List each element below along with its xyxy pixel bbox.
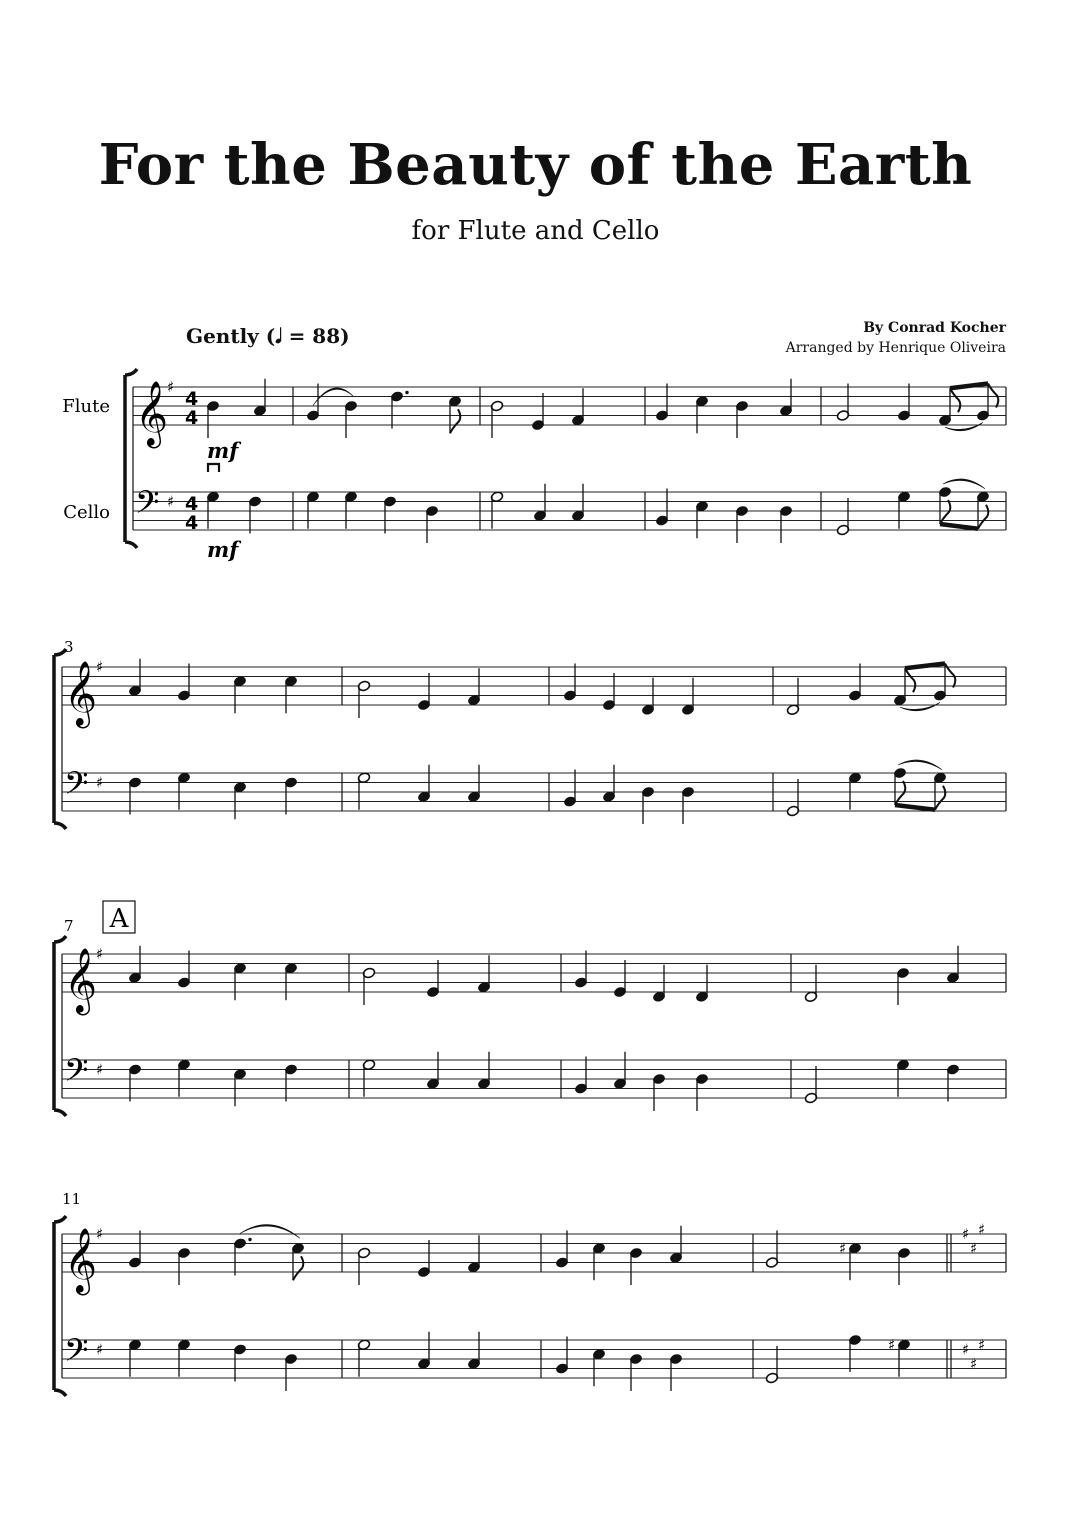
- sharp-icon: ♯: [167, 378, 175, 396]
- instrument-label-cello: Cello: [63, 502, 110, 523]
- sharp-icon: ♯: [978, 1335, 986, 1354]
- sharp-icon: ♯: [96, 945, 104, 963]
- sharp-icon: ♯: [962, 1340, 970, 1359]
- sharp-icon: ♯: [888, 1335, 896, 1354]
- time-signature-top: 4: [185, 388, 199, 410]
- augmentation-dot: [248, 1238, 251, 1241]
- composer: By Conrad Kocher: [863, 320, 1006, 336]
- note-flag: [450, 409, 460, 433]
- notes-layer: [128, 379, 998, 1391]
- measure-number: 11: [62, 1190, 82, 1208]
- bass-clef-icon: 𝄢: [64, 765, 89, 809]
- sharp-icon: ♯: [970, 1239, 978, 1258]
- down-bow-icon: [208, 464, 219, 472]
- bass-clef-icon: 𝄢: [64, 1332, 89, 1376]
- sharp-icon: ♯: [167, 492, 175, 511]
- sharp-icon: ♯: [962, 1225, 970, 1243]
- note-flag: [950, 388, 960, 412]
- subtitle: for Flute and Cello: [411, 216, 660, 246]
- note-beam: [905, 664, 945, 669]
- slur: [240, 1225, 300, 1239]
- time-signature-bottom: 4: [185, 407, 199, 429]
- sharp-icon: ♯: [839, 1239, 847, 1258]
- tempo-text: Gently (: [186, 324, 276, 348]
- sharp-icon: ♯: [978, 1220, 986, 1239]
- treble-clef-icon: 𝄞: [64, 661, 98, 726]
- treble-clef-icon: 𝄞: [64, 1228, 98, 1293]
- quarter-note-icon: 𝅘𝅥: [275, 324, 282, 348]
- treble-clef-icon: 𝄞: [64, 948, 98, 1013]
- note-flag: [935, 786, 945, 810]
- sharp-icon: ♯: [96, 773, 104, 792]
- sharp-icon: ♯: [96, 658, 104, 676]
- page-title: For the Beauty of the Earth: [98, 132, 973, 198]
- slur: [900, 703, 940, 711]
- note-flag: [978, 505, 988, 529]
- time-signature-bottom: 4: [185, 512, 199, 534]
- time-signature-top: 4: [185, 493, 199, 515]
- bass-clef-icon: 𝄢: [135, 484, 160, 528]
- bass-clef-icon: 𝄢: [64, 1052, 89, 1096]
- slur: [943, 479, 985, 489]
- instrument-label-flute: Flute: [62, 396, 110, 417]
- sharp-icon: ♯: [96, 1225, 104, 1243]
- measure-number: 3: [64, 638, 74, 656]
- note-beam: [940, 524, 978, 529]
- arranger: Arranged by Henrique Oliveira: [785, 340, 1006, 356]
- note-beam: [950, 384, 988, 389]
- treble-clef-icon: 𝄞: [135, 381, 169, 446]
- sharp-icon: ♯: [96, 1060, 104, 1079]
- tempo-bpm: = 88): [281, 324, 350, 348]
- dynamic-marking-flute: mf: [207, 438, 239, 463]
- slur: [945, 423, 983, 431]
- note-flag: [905, 668, 915, 692]
- slur: [898, 760, 942, 770]
- augmentation-dot: [405, 391, 408, 394]
- sharp-icon: ♯: [970, 1354, 978, 1373]
- dynamic-marking-cello: mf: [207, 537, 239, 562]
- measure-number: 7: [64, 917, 74, 935]
- sharp-icon: ♯: [96, 1340, 104, 1359]
- note-beam: [895, 805, 935, 810]
- rehearsal-mark-label: A: [109, 904, 129, 934]
- note-flag: [293, 1256, 303, 1280]
